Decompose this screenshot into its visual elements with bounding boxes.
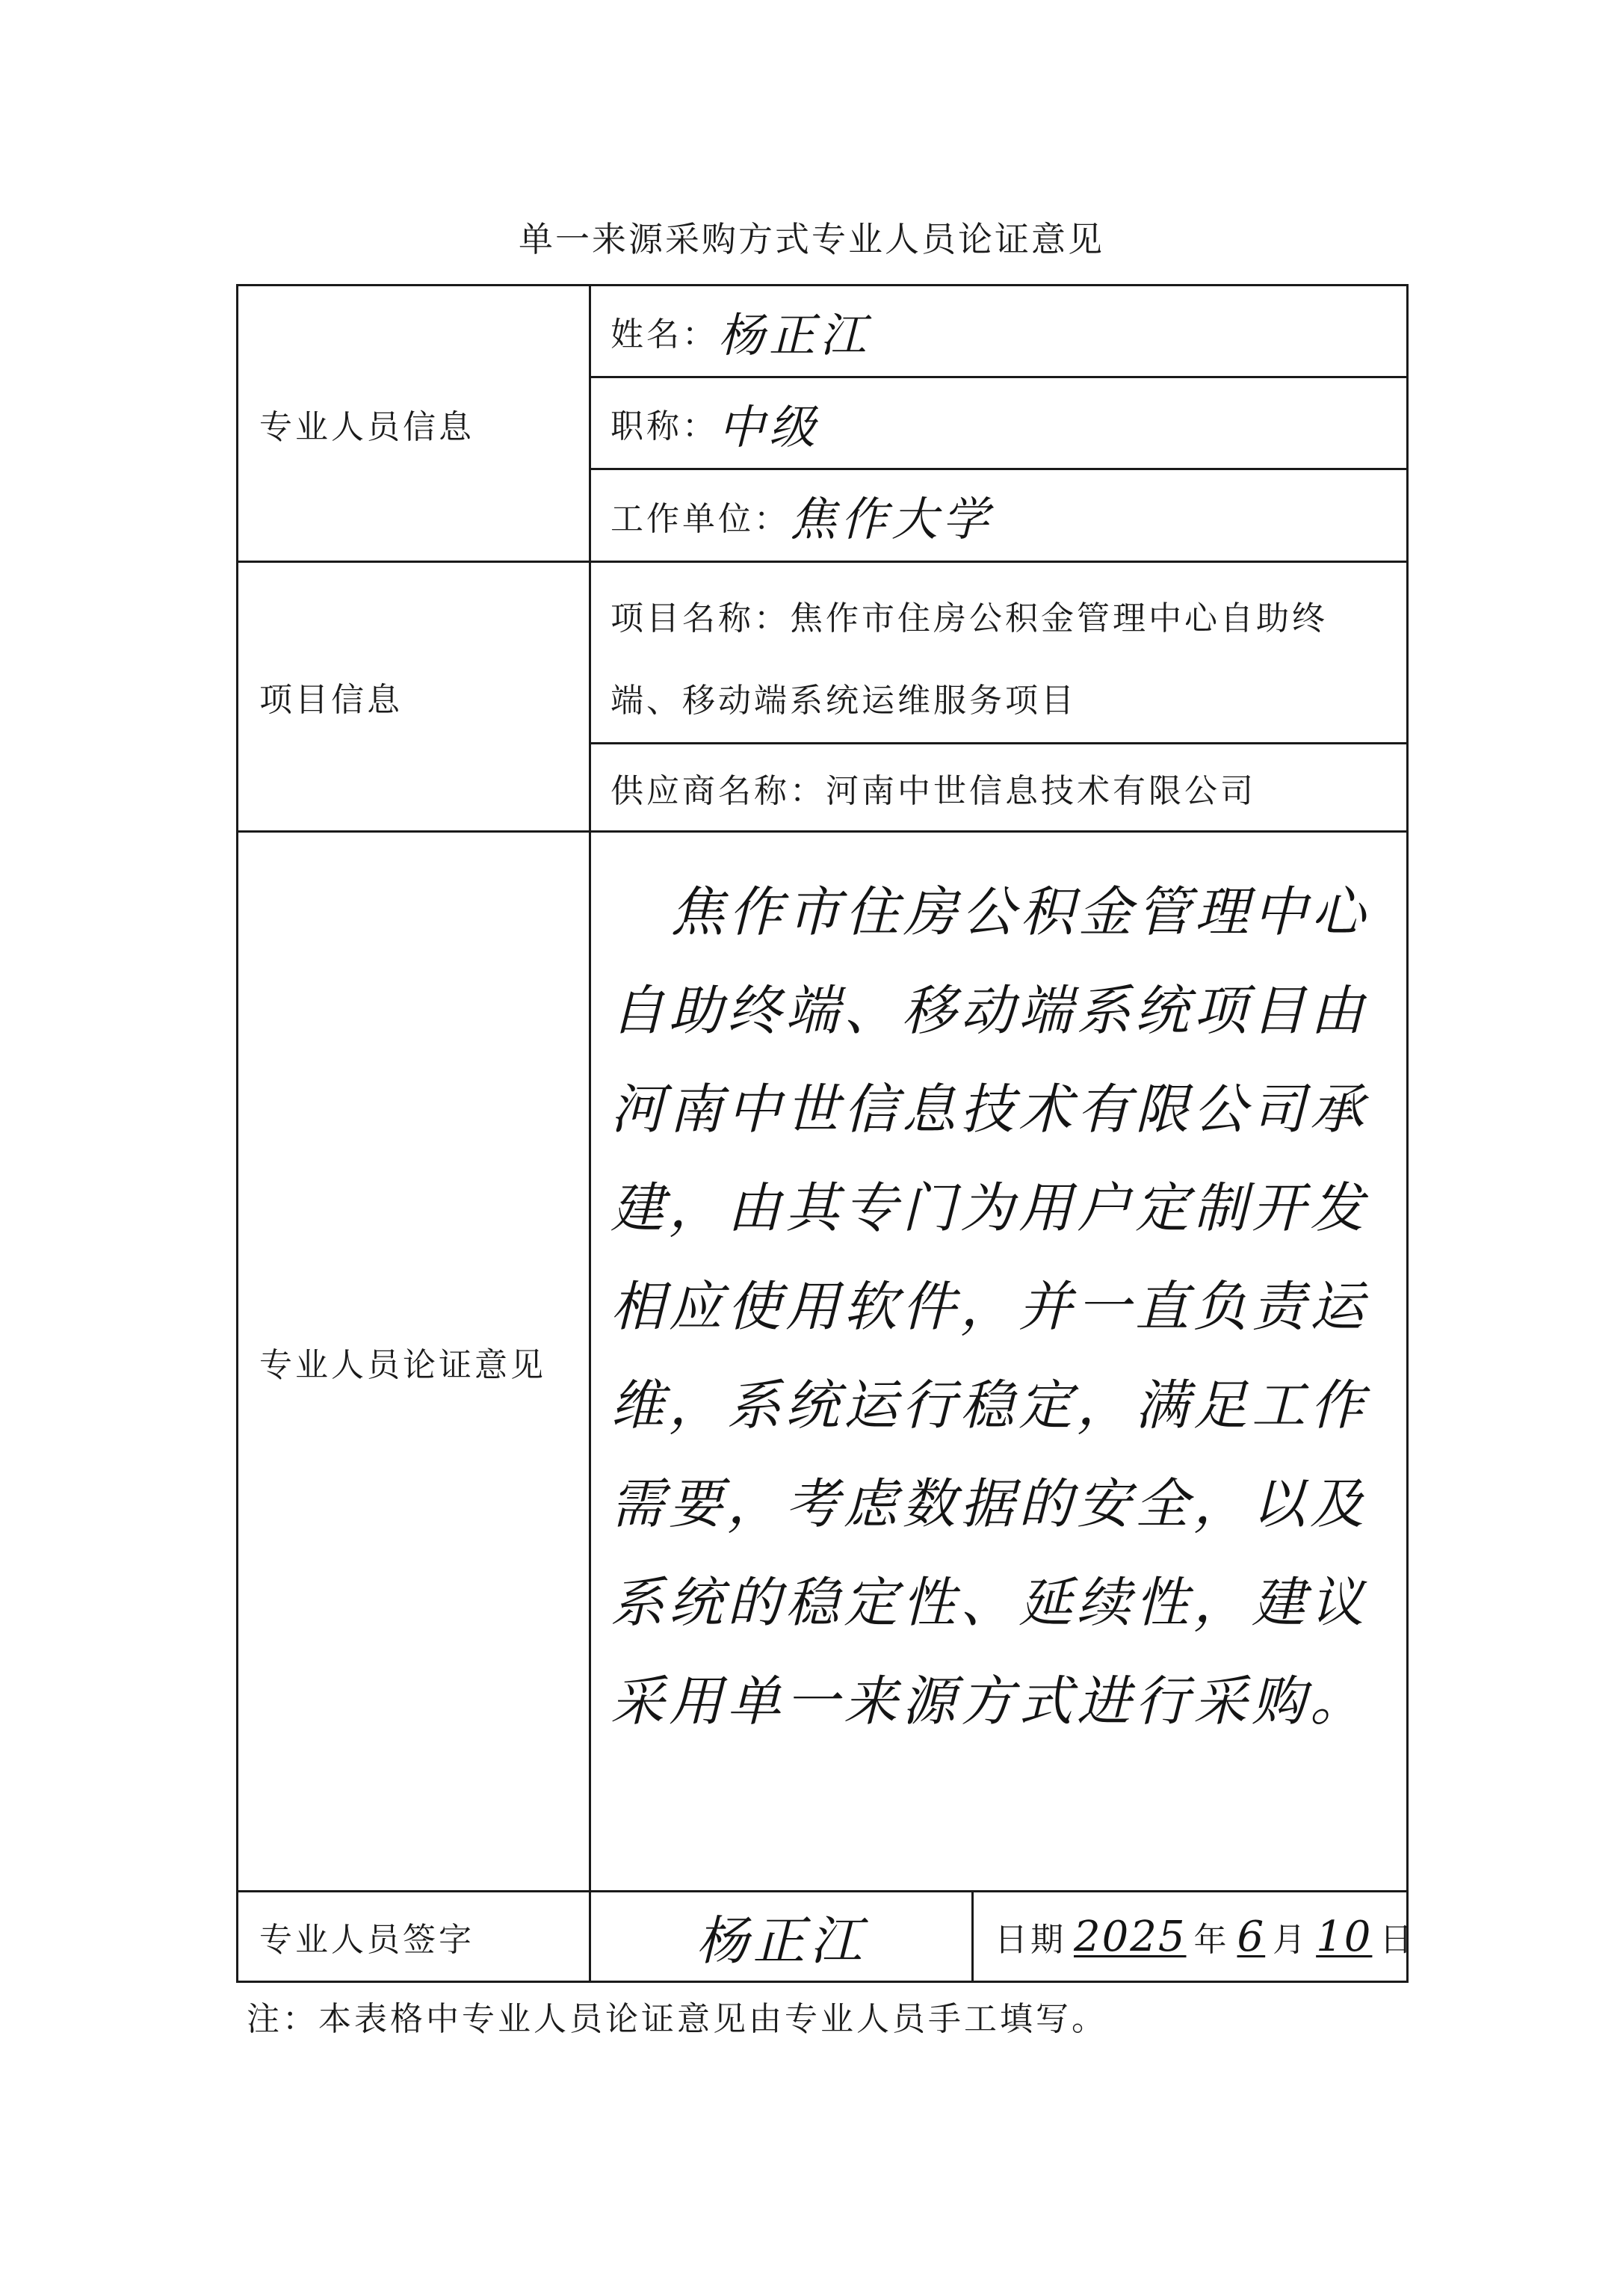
date-field xyxy=(973,1892,1416,1982)
date-day: 10 xyxy=(1316,1912,1373,1961)
name-label: 姓名： xyxy=(610,315,718,354)
argumentation-form xyxy=(236,284,1416,1983)
date-year: 2025 xyxy=(1074,1912,1187,1961)
date-label: 日期 xyxy=(995,1920,1066,1959)
employer-value: 焦作大学 xyxy=(790,492,994,546)
signature-label: 专业人员签字 xyxy=(238,1892,590,1982)
date-month: 6 xyxy=(1237,1912,1266,1961)
project-name-field xyxy=(590,562,1408,744)
date-day-unit: 日 xyxy=(1379,1920,1416,1959)
title-value: 中级 xyxy=(718,399,820,454)
date-month-unit: 月 xyxy=(1273,1920,1309,1959)
supplier-value: 河南中世信息技术有限公司 xyxy=(826,771,1256,810)
employer-field xyxy=(590,469,1408,562)
footnote: 注：本表格中专业人员论证意见由专业人员手工填写。 xyxy=(247,2000,1107,2038)
name-value: 杨正江 xyxy=(718,307,871,362)
title-field xyxy=(590,377,1408,469)
supplier-field xyxy=(590,744,1408,832)
opinion-section-label: 专业人员论证意见 xyxy=(238,832,590,1892)
personnel-section-label: 专业人员信息 xyxy=(238,286,590,562)
employer-label: 工作单位： xyxy=(610,499,790,538)
project-name-label: 项目名称： xyxy=(610,599,790,638)
signature-field xyxy=(590,1892,973,1982)
signature-value: 杨正江 xyxy=(696,1910,867,1972)
project-section-label: 项目信息 xyxy=(238,562,590,832)
opinion-text: 焦作市住房公积金管理中心自助终端、移动端系统项目由河南中世信息技术有限公司承建，由其专门为用户定制开发相应使用软件，并一直负责运维，系统运行稳定，满足工作需要，考虑数据的安全，以及系统的稳定性、延续性，建议采用单一来源方式进行采购。 xyxy=(610,880,1370,1732)
name-field xyxy=(590,286,1408,377)
supplier-label: 供应商名称： xyxy=(610,771,826,810)
document-title: 单一来源采购方式专业人员论证意见 xyxy=(519,219,1104,259)
opinion-field xyxy=(590,832,1408,1892)
project-name-value: 焦作市住房公积金管理中心自助终端、移动端系统运维服务项目 xyxy=(610,599,1328,720)
title-label: 职称： xyxy=(610,407,718,445)
date-year-unit: 年 xyxy=(1193,1920,1230,1959)
